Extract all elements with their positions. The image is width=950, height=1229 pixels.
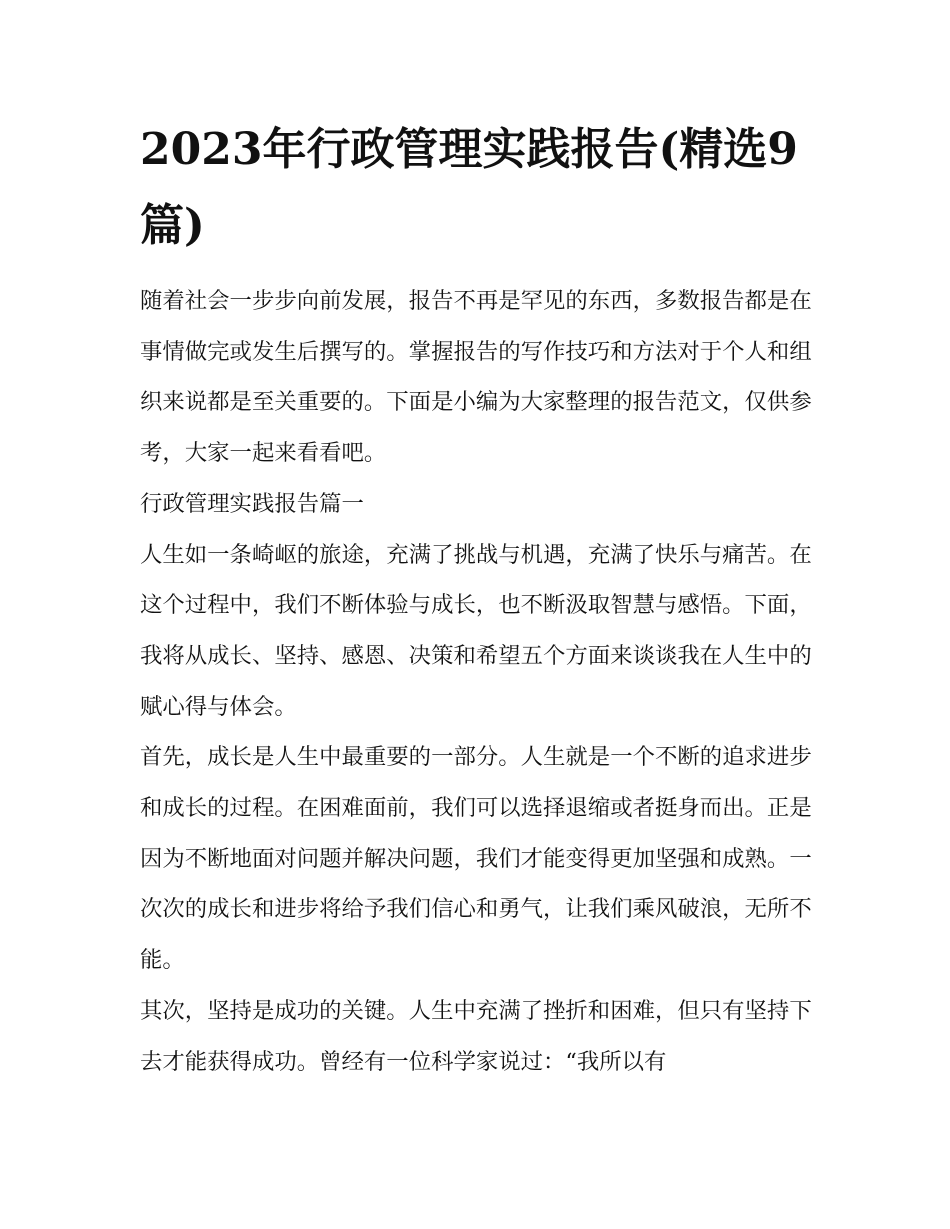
- document-body: [140, 276, 812, 1087]
- body-paragraph: 人生如一条崎岖的旅途，充满了挑战与机遇，充满了快乐与痛苦。在这个过程中，我们不断体验与成长，也不断汲取智慧与感悟。下面，我将从成长、坚持、感恩、决策和希望五个方面来谈谈我在人生中的赋心得与体会。: [140, 541, 812, 720]
- intro-paragraph: 随着社会一步步向前发展，报告不再是罕见的东西，多数报告都是在事情做完或发生后撰写的。掌握报告的写作技巧和方法对于个人和组织来说都是至关重要的。下面是小编为大家整理的报告范文，仅供参考，大家一起来看看吧。: [140, 288, 812, 467]
- body-paragraph: 其次，坚持是成功的关键。人生中充满了挫折和困难，但只有坚持下去才能获得成功。曾经有一位科学家说过：“我所以有: [140, 997, 812, 1075]
- document-title: 2023年行政管理实践报告(精选9篇): [140, 124, 798, 251]
- body-paragraph: 首先，成长是人生中最重要的一部分。人生就是一个不断的追求进步和成长的过程。在困难面前，我们可以选择退缩或者挺身而出。正是因为不断地面对问题并解决问题，我们才能变得更加坚强和成熟。一次次的成长和进步将给予我们信心和勇气，让我们乘风破浪，无所不能。: [140, 744, 812, 974]
- section-heading: 行政管理实践报告篇一: [140, 490, 364, 517]
